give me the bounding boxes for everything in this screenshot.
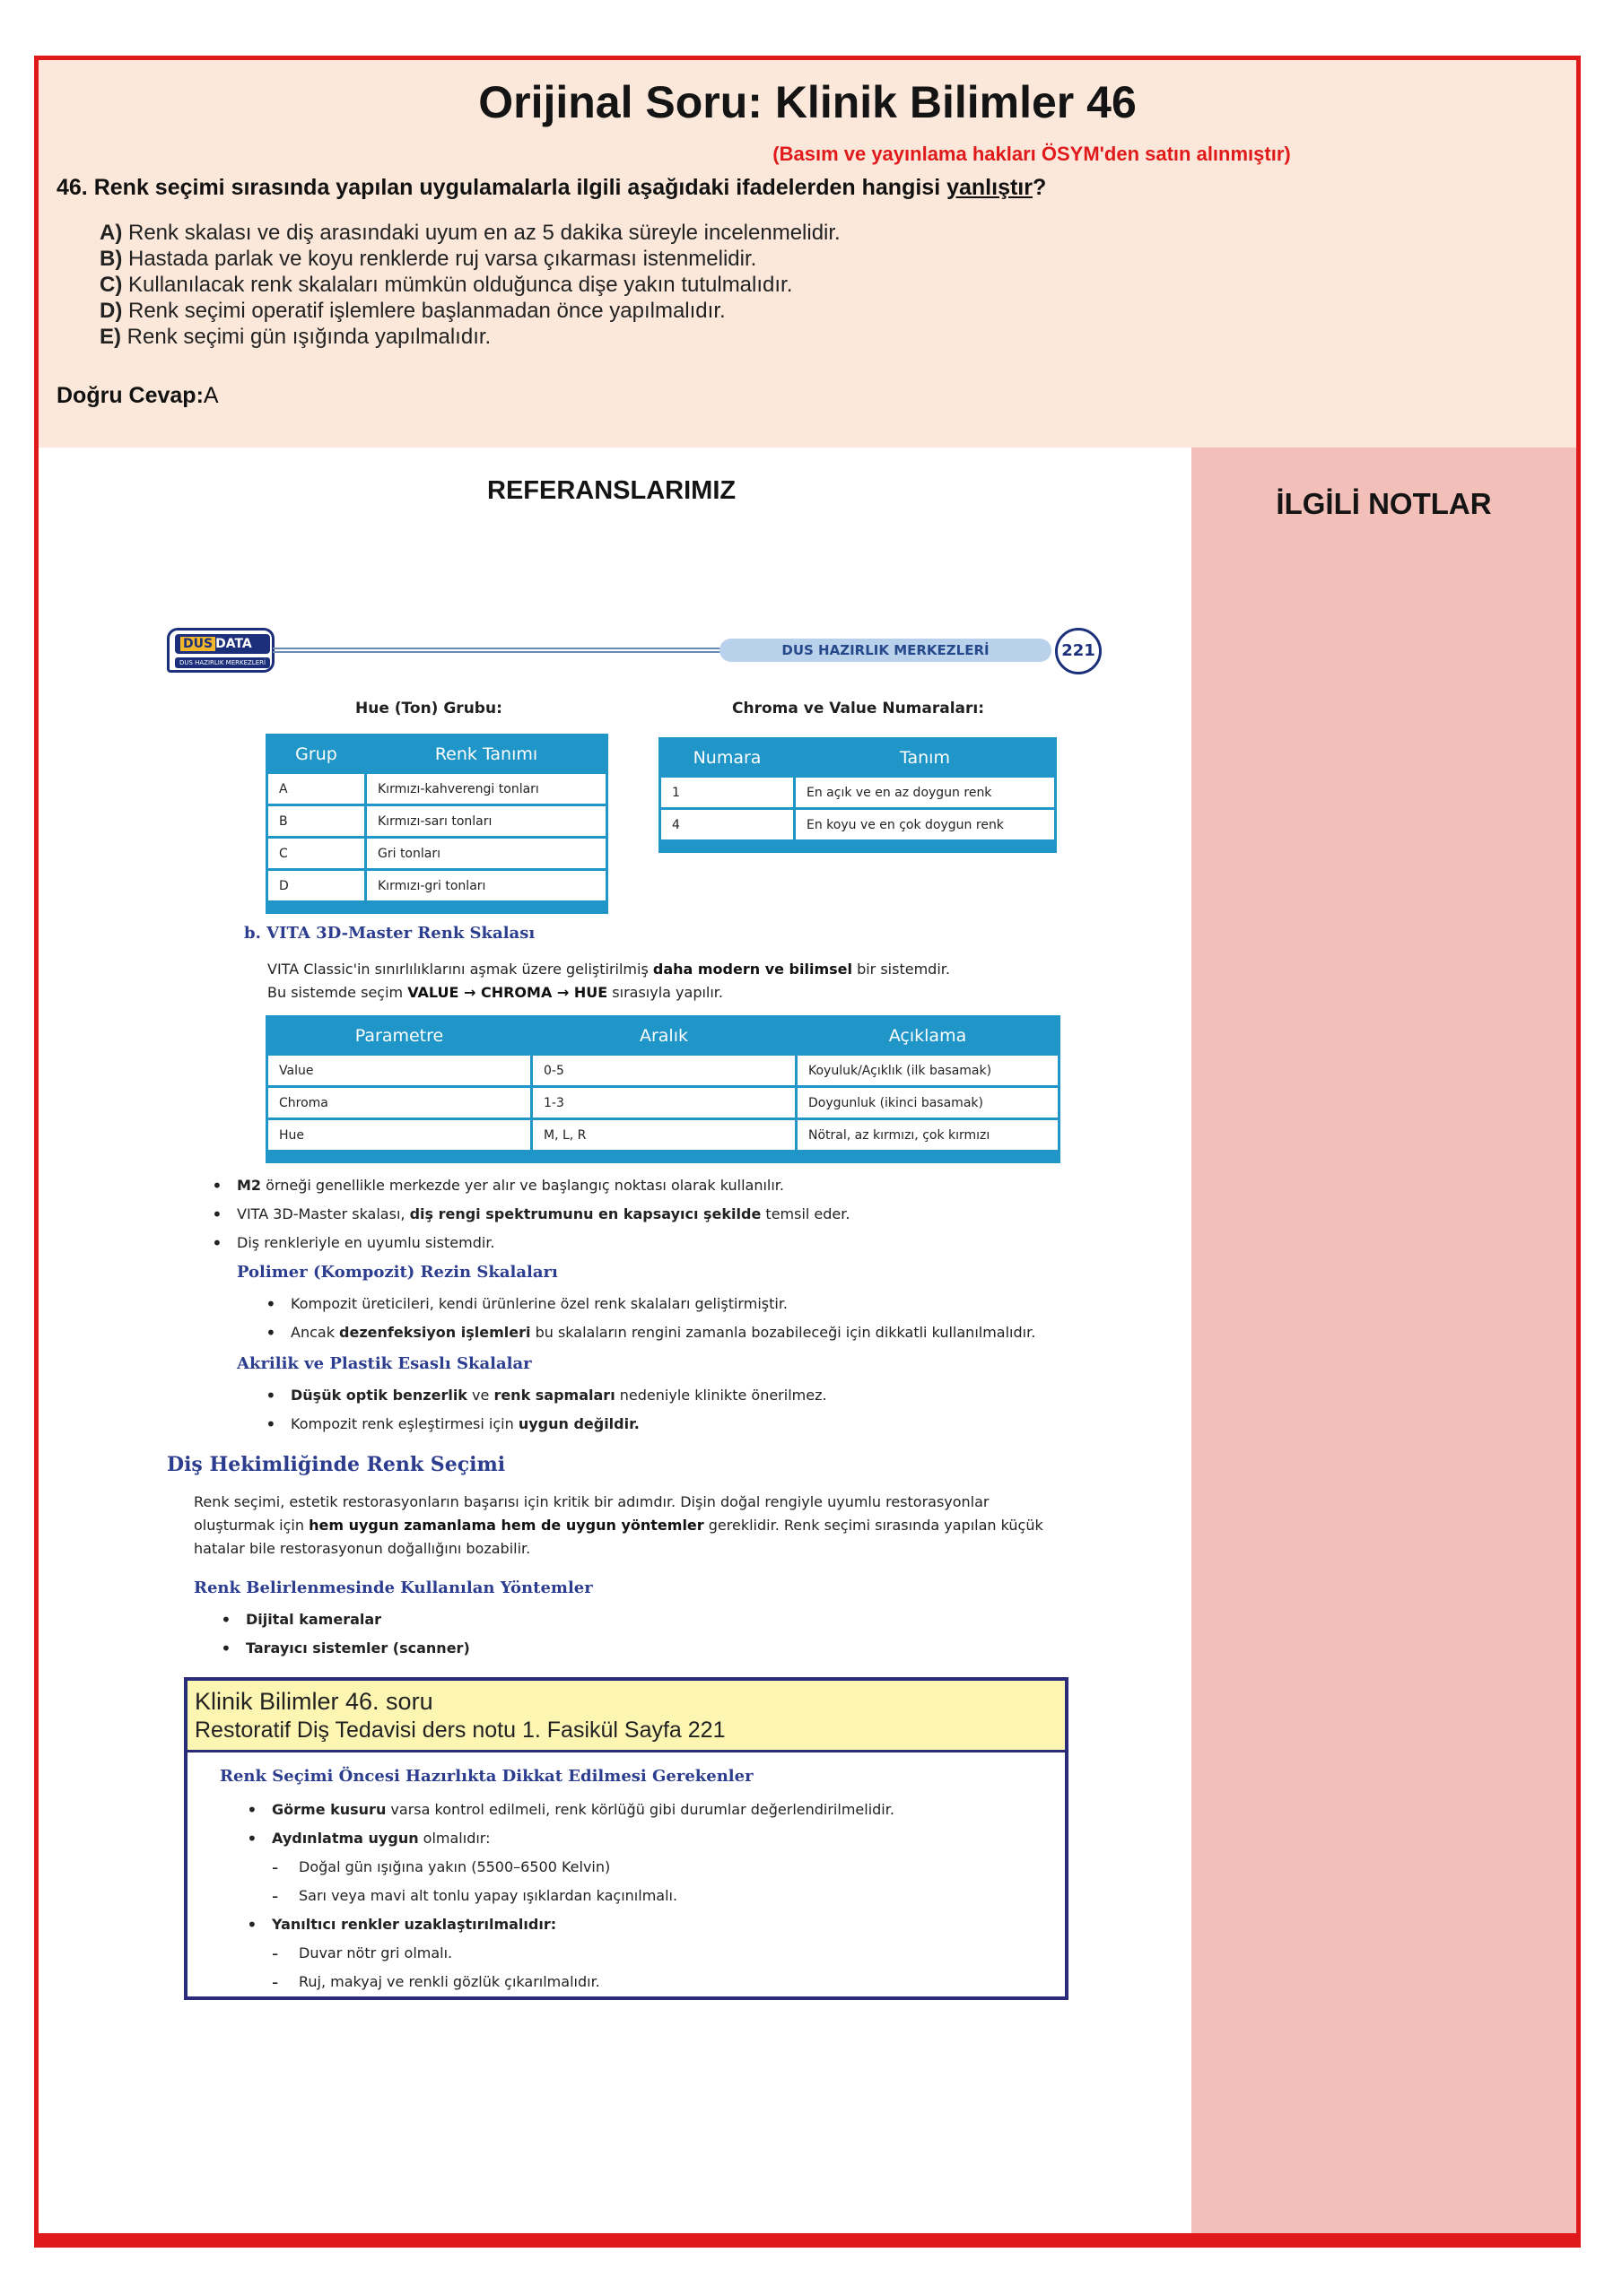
yontem-heading: Renk Belirlenmesinde Kullanılan Yöntemler [194,1578,593,1597]
table-footer-row [660,841,1056,852]
text-run: Kompozit üreticileri, kendi ürünlerine özel renk skalaları geliştirmiştir. [291,1295,789,1312]
column-header: Grup [267,735,366,773]
text-run-bold: VALUE → CHROMA → HUE [407,984,608,1001]
table-row [267,1087,1060,1119]
sub-list-item: - Ruj, makyaj ve renkli gözlük çıkarılmalıdır. [272,1968,1054,1996]
text-run: Renk seçimi, estetik restorasyonların başarısı için kritik bir adımdır. Dişin doğal rengiyle uyumlu restorasyonlar oluşturmak için [194,1493,990,1534]
text-run: Bu sistemde seçim [267,984,408,1001]
table-footer-cell [366,902,607,913]
text-run: bu skalaların rengini zamanla bozabileceği için dikkatli kullanılmalıdır. [530,1324,1036,1341]
table-row [267,870,607,902]
table-row [267,773,607,805]
table-cell: Kırmızı-sarı tonları [366,805,607,838]
publisher-logo [167,628,275,673]
correct-answer-value: A [203,383,219,408]
sub-list-item: - Sarı veya mavi alt tonlu yapay ışıklardan kaçınılmalı. [272,1882,1054,1910]
table-cell: Nötral, az kırmızı, çok kırmızı [797,1119,1060,1152]
notes-panel [1191,448,1576,2244]
table-cell: Value [267,1055,532,1087]
option-letter: E) [100,325,121,349]
text-run-bold: Görme kusuru [272,1801,387,1818]
table-cell: Kırmızı-kahverengi tonları [366,773,607,805]
copyright-notice: (Basım ve yayınlama hakları ÖSYM'den satın alınmıştır) [772,143,1291,165]
table-footer-cell [267,902,366,913]
logo-subtitle: DUS HAZIRLIK MERKEZLERİ [175,657,270,668]
akrilik-heading: Akrilik ve Plastik Esaslı Skalalar [237,1354,532,1373]
sub-list-item: - Doğal gün ışığına yakın (5500–6500 Kelvin) [272,1853,1054,1882]
text-run-bold: Aydınlatma uygun [272,1830,419,1847]
list-item [212,1200,1073,1229]
hue-table-caption: Hue (Ton) Grubu: [355,700,502,718]
logo-word-b: DATA [215,637,252,651]
question-stem-emphasis: yanlıştır [946,175,1033,200]
table-cell: En koyu ve en çok doygun renk [795,809,1056,841]
vita-parameter-table [266,1015,1060,1163]
table-footer-cell [532,1152,797,1162]
sub-list-item: - Duvar nötr gri olmalı. [272,1939,1054,1968]
table-cell: 1 [660,777,795,809]
sub-list [272,1853,1054,1910]
notes-title: İLGİLİ NOTLAR [1276,487,1492,520]
text-run-bold: uygun değildir. [518,1415,640,1432]
vita-paragraph [267,958,1062,1004]
option-e [100,324,841,350]
table-header-row [267,735,607,773]
table-row [267,1055,1060,1087]
text-run: sırasıyla yapılır. [607,984,723,1001]
logo-wordmark [175,634,270,654]
text-run: gereklidir. Renk seçimi sırasında yapılan küçük hatalar bile restorasyonun doğallığını bozabilir. [194,1517,1043,1557]
text-run: varsa kontrol edilmeli, renk körlüğü gibi durumlar değerlendirilmelidir. [386,1801,894,1818]
text-run: Ancak [291,1324,340,1341]
text-run: örneği genellikle merkezde yer alır ve başlangıç noktası olarak kullanılır. [261,1177,784,1194]
column-header: Tanım [795,739,1056,777]
answer-options [100,220,841,350]
text-run: VITA 3D-Master skalası, [237,1205,410,1222]
text-run: olmalıdır: [418,1830,491,1847]
bottom-red-bar [34,2233,1581,2248]
text-run-bold: renk sapmaları [493,1387,615,1404]
text-run: bir sistemdir. [851,961,950,978]
option-c [100,272,841,298]
list-item [212,1229,1073,1257]
table-cell: Kırmızı-gri tonları [366,870,607,902]
table-cell: En açık ve en az doygun renk [795,777,1056,809]
note-box-heading: Renk Seçimi Öncesi Hazırlıkta Dikkat Edilmesi Gerekenler [220,1767,754,1786]
header-banner: DUS HAZIRLIK MERKEZLERİ [719,639,1051,662]
list-item [247,1910,1054,1996]
sub-list [272,1939,1054,1996]
list-item [221,1605,1028,1634]
column-header: Aralık [532,1017,797,1055]
vita-heading: b. VITA 3D-Master Renk Skalası [244,924,536,943]
text-run: Kompozit renk eşleştirmesi için [291,1415,519,1432]
question-number: 46. [57,175,88,200]
text-run-bold: M2 [237,1177,262,1194]
list-item [266,1290,1073,1318]
option-text: Hastada parlak ve koyu renklerde ruj varsa çıkarması istenmelidir. [128,247,757,271]
table-cell: D [267,870,366,902]
table-cell: C [267,838,366,870]
yontem-bullet-list [221,1605,1028,1663]
list-item [247,1824,1054,1910]
question-mark: ? [1032,175,1047,200]
text-run-bold: Yanıltıcı renkler uzaklaştırılmalıdır: [272,1916,557,1933]
list-item [247,1796,1054,1824]
text-run-bold: hem uygun zamanlama hem de uygun yöntemler [309,1517,704,1534]
text-run-bold: dezenfeksiyon işlemleri [339,1324,531,1341]
table-cell: B [267,805,366,838]
note-box-list [247,1796,1054,1996]
list-item [266,1381,1073,1410]
option-text: Kullanılacak renk skalaları mümkün olduğunca dişe yakın tutulmalıdır. [128,273,793,297]
polimer-heading: Polimer (Kompozit) Rezin Skalaları [237,1263,558,1282]
logo-word-a: DUS [180,637,215,651]
table-cell: Koyuluk/Açıklık (ilk basamak) [797,1055,1060,1087]
option-letter: A) [100,221,123,245]
option-letter: D) [100,299,123,323]
table-row [267,805,607,838]
chroma-table [658,737,1057,853]
note-box-header [187,1681,1065,1752]
option-letter: C) [100,273,123,297]
correct-answer-label: Doğru Cevap: [57,383,204,408]
table-footer-row [267,1152,1060,1162]
list-item [266,1318,1073,1347]
table-cell: M, L, R [532,1119,797,1152]
text-run-bold: Dijital kameralar [246,1611,382,1628]
text-run: Diş renkleriyle en uyumlu sistemdir. [237,1234,495,1251]
table-row [660,809,1056,841]
polimer-bullet-list [266,1290,1073,1347]
list-item [212,1171,1073,1200]
note-box-source: Restoratif Diş Tedavisi ders notu 1. Fasikül Sayfa 221 [195,1718,726,1743]
chroma-table-caption: Chroma ve Value Numaraları: [732,700,985,718]
option-d [100,298,841,324]
table-cell: 0-5 [532,1055,797,1087]
table-footer-cell [797,1152,1060,1162]
akrilik-bullet-list [266,1381,1073,1439]
column-header: Parametre [267,1017,532,1055]
question-title: Orijinal Soru: Klinik Bilimler 46 [478,77,1137,127]
note-box-title: Klinik Bilimler 46. soru [195,1688,433,1715]
table-cell: 1-3 [532,1087,797,1119]
text-run: nedeniyle klinikte önerilmez. [615,1387,827,1404]
text-run-bold: diş rengi spektrumunu en kapsayıcı şekilde [409,1205,762,1222]
column-header: Açıklama [797,1017,1060,1055]
table-row [660,777,1056,809]
table-row [267,1119,1060,1152]
list-item [266,1410,1073,1439]
table-header-row [267,1017,1060,1055]
table-footer-cell [660,841,795,852]
page-number-badge: 221 [1055,628,1102,674]
table-cell: Gri tonları [366,838,607,870]
table-footer-cell [267,1152,532,1162]
vita-bullet-list [212,1171,1073,1257]
text-run-bold: Tarayıcı sistemler (scanner) [246,1639,470,1657]
text-run: ve [467,1387,494,1404]
question-stem [57,175,1046,201]
table-cell: Doygunluk (ikinci basamak) [797,1087,1060,1119]
dis-hekimligi-heading: Diş Hekimliğinde Renk Seçimi [167,1453,506,1476]
text-run-bold: Düşük optik benzerlik [291,1387,467,1404]
text-run-bold: daha modern ve bilimsel [652,961,852,978]
references-title: REFERANSLARIMIZ [487,476,737,505]
table-header-row [660,739,1056,777]
correct-answer [57,383,219,409]
table-cell: A [267,773,366,805]
question-panel [39,60,1576,448]
table-cell: 4 [660,809,795,841]
table-footer-cell [795,841,1056,852]
text-run: VITA Classic'in sınırlılıklarını aşmak üzere geliştirilmiş [267,961,653,978]
option-b [100,246,841,272]
option-text: Renk seçimi operatif işlemlere başlanmadan önce yapılmalıdır. [128,299,726,323]
question-stem-text: Renk seçimi sırasında yapılan uygulamalarla ilgili aşağıdaki ifadelerden hangisi [93,175,941,200]
option-text: Renk skalası ve diş arasındaki uyum en az 5 dakika süreyle incelenmelidir. [128,221,841,245]
column-header: Renk Tanımı [366,735,607,773]
option-a [100,220,841,246]
list-item [221,1634,1028,1663]
table-cell: Hue [267,1119,532,1152]
option-letter: B) [100,247,123,271]
dis-hekimligi-paragraph [194,1491,1064,1561]
table-footer-row [267,902,607,913]
table-cell: Chroma [267,1087,532,1119]
hue-table [266,734,608,914]
table-row [267,838,607,870]
option-text: Renk seçimi gün ışığında yapılmalıdır. [126,325,492,349]
column-header: Numara [660,739,795,777]
note-box [184,1677,1068,2000]
text-run: temsil eder. [761,1205,850,1222]
